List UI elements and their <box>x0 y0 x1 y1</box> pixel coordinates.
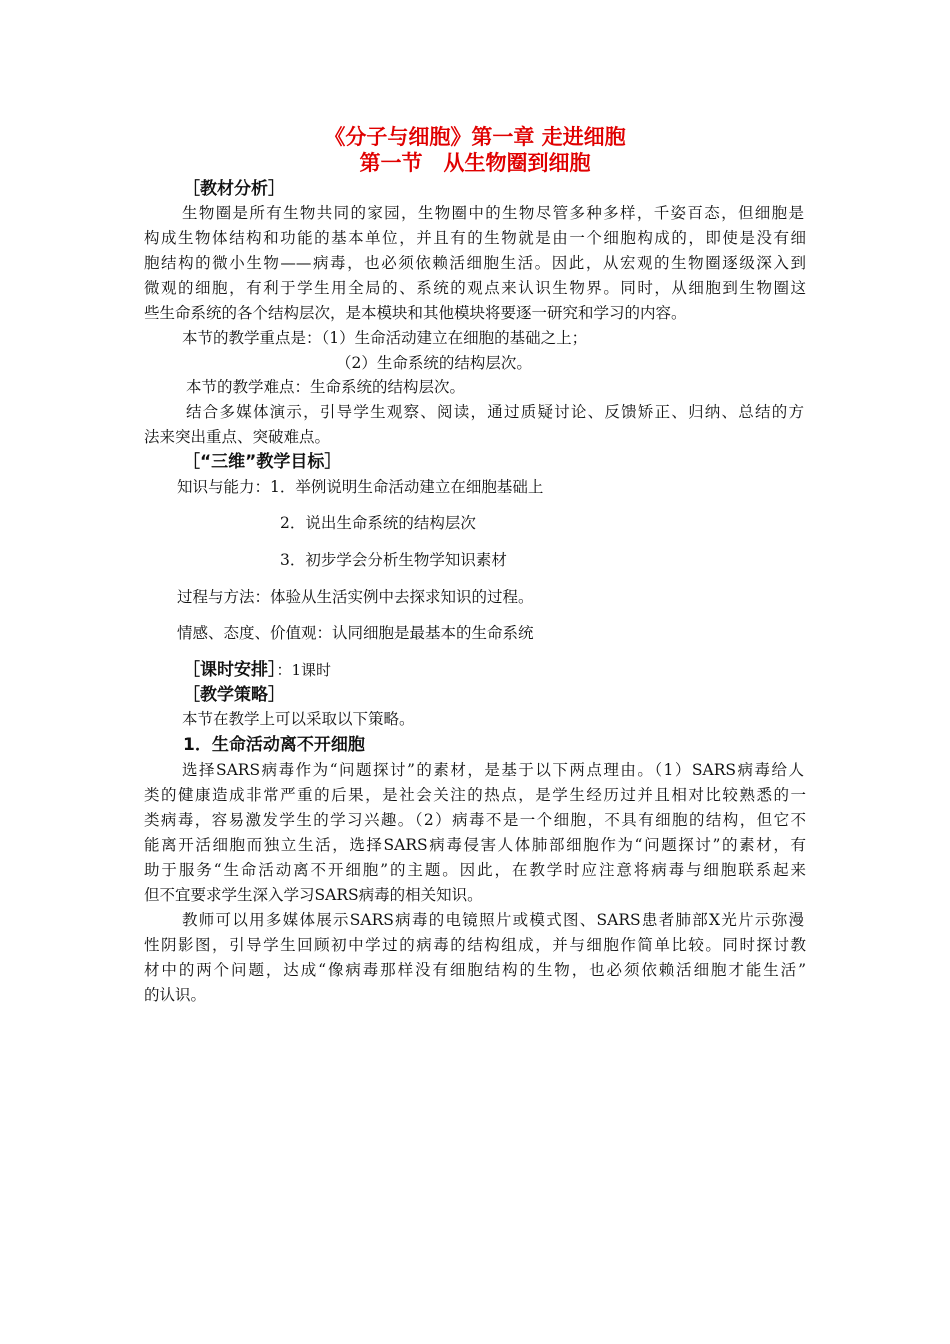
goal-emotion: 情感、态度、价值观：认同细胞是最基本的生命系统 <box>177 624 534 642</box>
key-points-line-2: （2）生命系统的结构层次。 <box>336 354 532 372</box>
method-line-2: 法来突出重点、突破难点。 <box>144 428 331 446</box>
strategy-paragraph-line: 教师可以用多媒体展示SARS病毒的电镜照片或模式图、SARS患者肺部X光片示弥漫 <box>182 911 804 929</box>
heading-three-dimensional-goals: ［“三维”教学目标］ <box>183 452 342 472</box>
class-schedule-value: ：1课时 <box>276 661 332 679</box>
analysis-paragraph-line: 构成生物体结构和功能的基本单位，并且有的生物就是由一个细胞构成的，即使是没有细 <box>144 229 806 247</box>
heading-teaching-strategy: ［教学策略］ <box>183 685 285 705</box>
analysis-paragraph-line: 微观的细胞，有利于学生用全局的、系统的观点来认识生物界。同时，从细胞到生物圈这 <box>144 279 806 297</box>
difficulty-line: 本节的教学难点：生命系统的结构层次。 <box>186 378 466 396</box>
heading-section-1: 1．生命活动离不开细胞 <box>183 735 365 755</box>
goal-process: 过程与方法：体验从生活实例中去探求知识的过程。 <box>177 588 534 606</box>
strategy-paragraph-line: 材中的两个问题，达成“像病毒那样没有细胞结构的生物，也必须依赖活细胞才能生活” <box>144 961 806 979</box>
strategy-intro: 本节在教学上可以采取以下策略。 <box>182 710 415 728</box>
key-points-line-1: 本节的教学重点是：（1）生命活动建立在细胞的基础之上； <box>182 329 588 347</box>
goal-knowledge-2: 2．说出生命系统的结构层次 <box>280 514 476 532</box>
goal-knowledge-1: 知识与能力：1．举例说明生命活动建立在细胞基础上 <box>177 478 544 496</box>
strategy-paragraph-line: 助于服务“生命活动离不开细胞”的主题。因此，在教学时应注意将病毒与细胞联系起来 <box>144 861 806 879</box>
analysis-paragraph-line: 生物圈是所有生物共同的家园，生物圈中的生物尽管多种多样，千姿百态，但细胞是 <box>182 204 804 222</box>
method-line-1: 结合多媒体演示，引导学生观察、阅读，通过质疑讨论、反馈矫正、归纳、总结的方 <box>186 403 804 421</box>
document-title: 《分子与细胞》第一章 走进细胞 <box>324 125 626 149</box>
strategy-paragraph-line: 性阴影图，引导学生回顾初中学过的病毒的结构组成，并与细胞作简单比较。同时探讨教 <box>144 936 806 954</box>
heading-textbook-analysis: ［教材分析］ <box>183 179 285 199</box>
strategy-paragraph-line: 的认识。 <box>144 986 207 1004</box>
strategy-paragraph-line: 类的健康造成非常严重的后果，是社会关注的热点，是学生经历过并且相对比较熟悉的一 <box>144 786 806 804</box>
section-title: 第一节 从生物圈到细胞 <box>359 151 591 175</box>
strategy-paragraph-line: 类病毒，容易激发学生的学习兴趣。（2）病毒不是一个细胞，不具有细胞的结构，但它不 <box>144 811 806 829</box>
strategy-paragraph-line: 但不宜要求学生深入学习SARS病毒的相关知识。 <box>144 886 483 904</box>
heading-class-schedule <box>183 659 331 681</box>
class-schedule-label: ［课时安排］ <box>183 660 277 680</box>
analysis-paragraph-line: 胞结构的微小生物——病毒，也必须依赖活细胞生活。因此，从宏观的生物圈逐级深入到 <box>144 254 806 272</box>
analysis-paragraph-line: 些生命系统的各个结构层次，是本模块和其他模块将要逐一研究和学习的内容。 <box>144 304 687 322</box>
strategy-paragraph-line: 选择SARS病毒作为“问题探讨”的素材，是基于以下两点理由。（1）SARS病毒给人 <box>182 761 804 779</box>
goal-knowledge-3: 3．初步学会分析生物学知识素材 <box>280 551 507 569</box>
strategy-paragraph-line: 能离开活细胞而独立生活，选择SARS病毒侵害人体肺部细胞作为“问题探讨”的素材，有 <box>144 836 806 854</box>
